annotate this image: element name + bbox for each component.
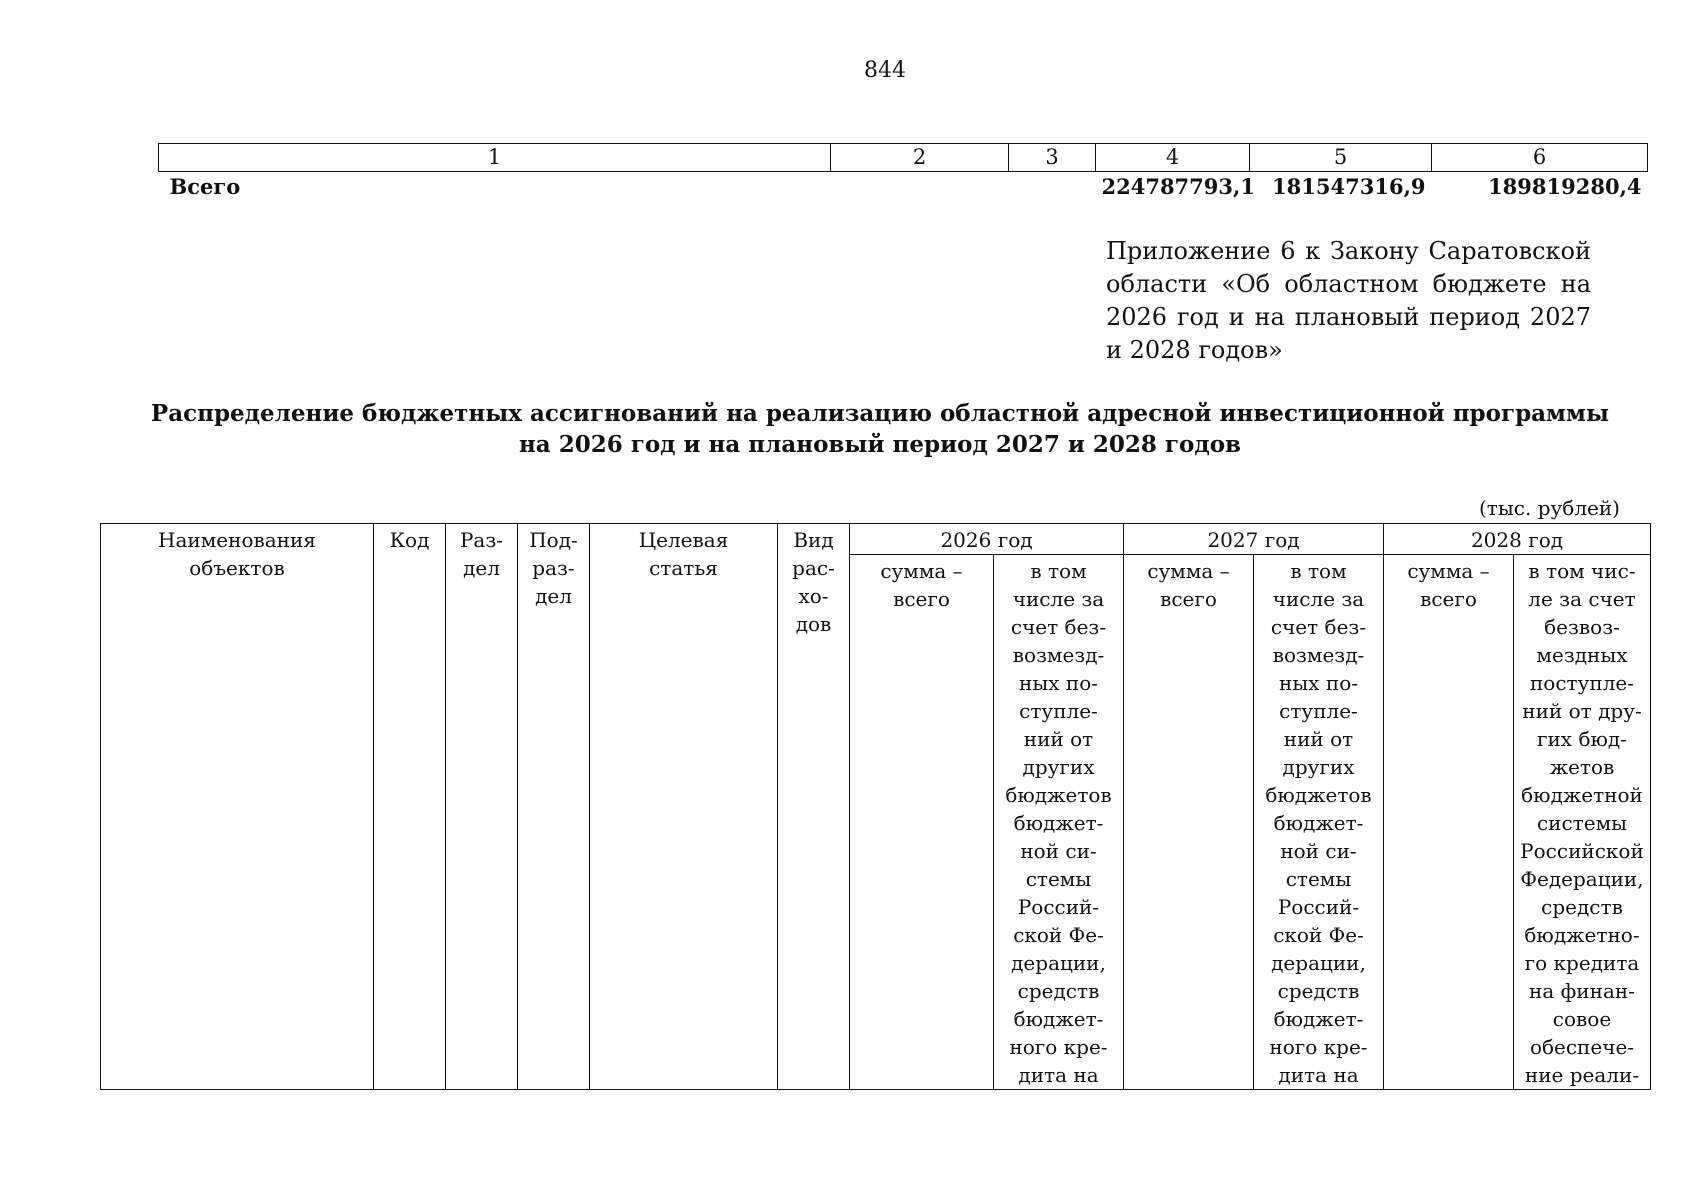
column-number-1: 1 <box>159 144 831 172</box>
header-year-2027: 2027 год <box>1124 524 1384 555</box>
header-sum-total-2026: сумма – всего <box>850 555 994 1090</box>
header-expense-type: Вид рас- хо- дов <box>778 524 850 1090</box>
header-section: Раз- дел <box>446 524 518 1090</box>
column-number-4: 4 <box>1096 144 1250 172</box>
header-subsection: Под- раз- дел <box>518 524 590 1090</box>
total-value-2028: 189819280,4 <box>1488 174 1642 199</box>
title-line-1: Распределение бюджетных ассигнований на реализацию областной адресной инвестиционной программы <box>150 400 1610 427</box>
column-number-5: 5 <box>1250 144 1432 172</box>
header-including-2026: в том числе за счет без- возмезд- ных по- ступле- ний от других бюджетов бюджет- ной си- стемы Россий- ской Фе- дерации, средств бюджет- ного кре- дита на <box>994 555 1124 1090</box>
header-including-2028: в том чис- ле за счет безвоз- мездных поступле- ний от дру- гих бюд- жетов бюджетной системы Российской Федерации, средств бюджетно- го кредита на финан- совое обеспече- ние реали- <box>1514 555 1651 1090</box>
column-number-3: 3 <box>1009 144 1096 172</box>
page-number: 844 <box>864 58 906 83</box>
header-sum-total-2028: сумма – всего <box>1384 555 1514 1090</box>
total-label: Всего <box>169 174 241 199</box>
investment-program-table <box>100 523 1651 1090</box>
total-value-2026: 224787793,1 <box>1101 174 1255 199</box>
header-object-names: Наименования объектов <box>101 524 374 1090</box>
unit-note: (тыс. рублей) <box>1479 496 1620 520</box>
total-value-2027: 181547316,9 <box>1272 174 1426 199</box>
column-number-row <box>159 144 1648 172</box>
appendix-note: Приложение 6 к Закону Саратовской области «Об областном бюджете на 2026 год и на плановый период 2027 и 2028 годов» <box>1106 237 1591 364</box>
title-line-2: на 2026 год и на плановый период 2027 и 2028 годов <box>518 431 1242 458</box>
continuation-table <box>158 143 1648 200</box>
column-number-6: 6 <box>1432 144 1648 172</box>
total-row <box>159 172 1648 201</box>
header-sum-total-2027: сумма – всего <box>1124 555 1254 1090</box>
document-title <box>100 398 1660 460</box>
header-target-article: Целевая статья <box>590 524 778 1090</box>
header-year-2026: 2026 год <box>850 524 1124 555</box>
column-number-2: 2 <box>831 144 1009 172</box>
header-code: Код <box>374 524 446 1090</box>
header-including-2027: в том числе за счет без- возмезд- ных по- ступле- ний от других бюджетов бюджет- ной си- стемы Россий- ской Фе- дерации, средств бюджет- ного кре- дита на <box>1254 555 1384 1090</box>
header-row-years <box>101 524 1651 555</box>
header-year-2028: 2028 год <box>1384 524 1651 555</box>
